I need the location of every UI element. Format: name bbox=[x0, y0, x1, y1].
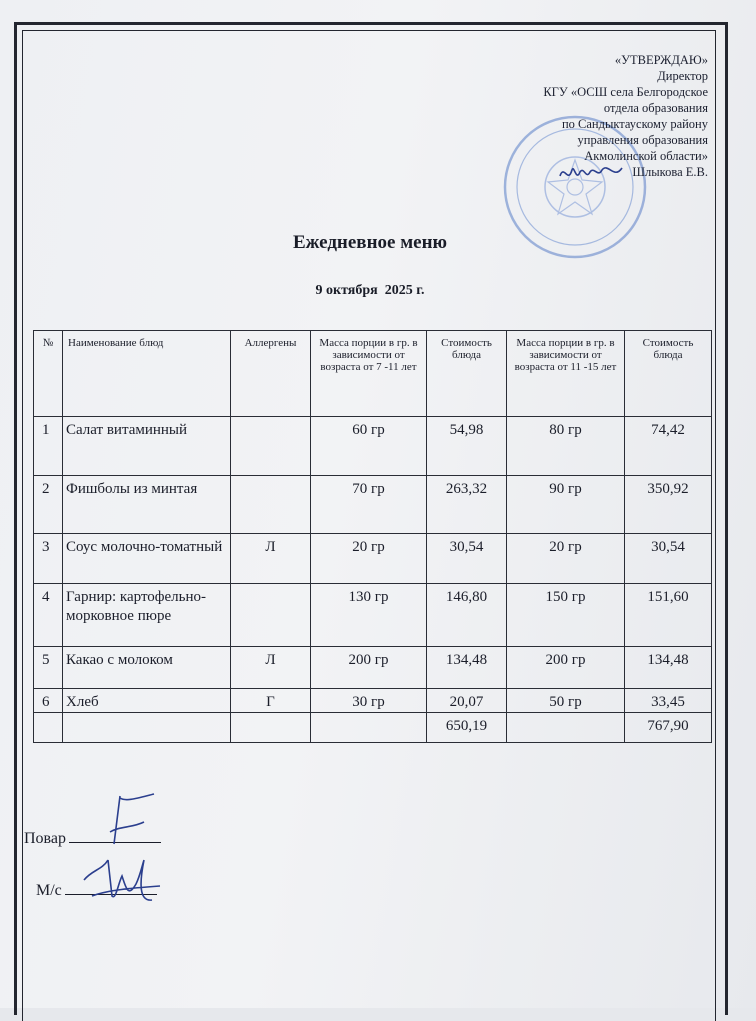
cost-11-15: 350,92 bbox=[625, 476, 712, 534]
cost-11-15: 30,54 bbox=[625, 534, 712, 584]
allergen: Л bbox=[231, 534, 311, 584]
header-cell: № bbox=[34, 331, 63, 417]
mass-7-11: 70 гр bbox=[311, 476, 427, 534]
row-number: 3 bbox=[34, 534, 63, 584]
approval-line: Акмолинской области» bbox=[584, 149, 708, 163]
menu-date: 9 октября 2025 г. bbox=[315, 283, 425, 298]
cost-7-11: 20,07 bbox=[427, 689, 507, 713]
mass-7-11: 30 гр bbox=[311, 689, 427, 713]
cost-11-15: 33,45 bbox=[625, 689, 712, 713]
director-signature bbox=[556, 158, 626, 188]
approval-line: по Сандыктаускому району bbox=[561, 117, 708, 131]
table-row bbox=[34, 689, 712, 713]
mass-11-15: 200 гр bbox=[507, 647, 625, 689]
nurse-signature bbox=[78, 840, 168, 912]
approval-line: Директор bbox=[657, 69, 708, 83]
mass-7-11: 20 гр bbox=[311, 534, 427, 584]
allergen bbox=[231, 417, 311, 476]
nurse-label: М/с bbox=[36, 882, 62, 899]
cost-7-11: 134,48 bbox=[427, 647, 507, 689]
row-number: 6 bbox=[34, 689, 63, 713]
total-cost-7-11: 650,19 bbox=[427, 713, 507, 743]
dish-name: Фишболы из минтая bbox=[63, 476, 231, 534]
header-cell: Наименование блюд bbox=[63, 331, 231, 417]
row-number: 5 bbox=[34, 647, 63, 689]
total-cost-11-15: 767,90 bbox=[625, 713, 712, 743]
cost-7-11: 146,80 bbox=[427, 584, 507, 647]
approval-line: управления образования bbox=[577, 133, 708, 147]
cook-label: Повар bbox=[24, 830, 66, 847]
mass-7-11: 60 гр bbox=[311, 417, 427, 476]
cost-7-11: 54,98 bbox=[427, 417, 507, 476]
allergen bbox=[231, 584, 311, 647]
allergen bbox=[231, 476, 311, 534]
approval-line: Шлыкова Е.В. bbox=[632, 165, 708, 179]
dish-name: Салат витаминный bbox=[63, 417, 231, 476]
approval-line: «УТВЕРЖДАЮ» bbox=[614, 53, 708, 67]
cost-11-15: 151,60 bbox=[625, 584, 712, 647]
header-cell: Масса порции в гр. в зависимости от возраста от 11 -15 лет bbox=[507, 331, 625, 417]
row-number: 1 bbox=[34, 417, 63, 476]
mass-7-11: 200 гр bbox=[311, 647, 427, 689]
cost-11-15: 134,48 bbox=[625, 647, 712, 689]
mass-11-15: 50 гр bbox=[507, 689, 625, 713]
header-cell: Стоимость блюда bbox=[625, 331, 712, 417]
mass-11-15: 150 гр bbox=[507, 584, 625, 647]
approval-line: КГУ «ОСШ села Белгородское bbox=[543, 85, 708, 99]
dish-name: Хлеб bbox=[63, 689, 231, 713]
approval-line: отдела образования bbox=[603, 101, 708, 115]
allergen: Л bbox=[231, 647, 311, 689]
table-header-row bbox=[34, 331, 712, 417]
mass-11-15: 90 гр bbox=[507, 476, 625, 534]
cost-7-11: 30,54 bbox=[427, 534, 507, 584]
row-number: 2 bbox=[34, 476, 63, 534]
totals-row bbox=[34, 713, 712, 743]
table-row bbox=[34, 584, 712, 647]
dish-name: Соус молочно-томатный bbox=[63, 534, 231, 584]
mass-7-11: 130 гр bbox=[311, 584, 427, 647]
mass-11-15: 80 гр bbox=[507, 417, 625, 476]
header-cell: Аллергены bbox=[231, 331, 311, 417]
row-number: 4 bbox=[34, 584, 63, 647]
table-row bbox=[34, 476, 712, 534]
table-row bbox=[34, 417, 712, 476]
table-row bbox=[34, 647, 712, 689]
cost-11-15: 74,42 bbox=[625, 417, 712, 476]
table-row bbox=[34, 534, 712, 584]
dish-name: Гарнир: картофельно-морковное пюре bbox=[63, 584, 231, 647]
cost-7-11: 263,32 bbox=[427, 476, 507, 534]
menu-table bbox=[33, 330, 712, 743]
mass-11-15: 20 гр bbox=[507, 534, 625, 584]
dish-name: Какао с молоком bbox=[63, 647, 231, 689]
allergen: Г bbox=[231, 689, 311, 713]
page-title: Ежедневное меню bbox=[292, 232, 448, 253]
header-cell: Стоимость блюда bbox=[427, 331, 507, 417]
header-cell: Масса порции в гр. в зависимости от возраста от 7 -11 лет bbox=[311, 331, 427, 417]
